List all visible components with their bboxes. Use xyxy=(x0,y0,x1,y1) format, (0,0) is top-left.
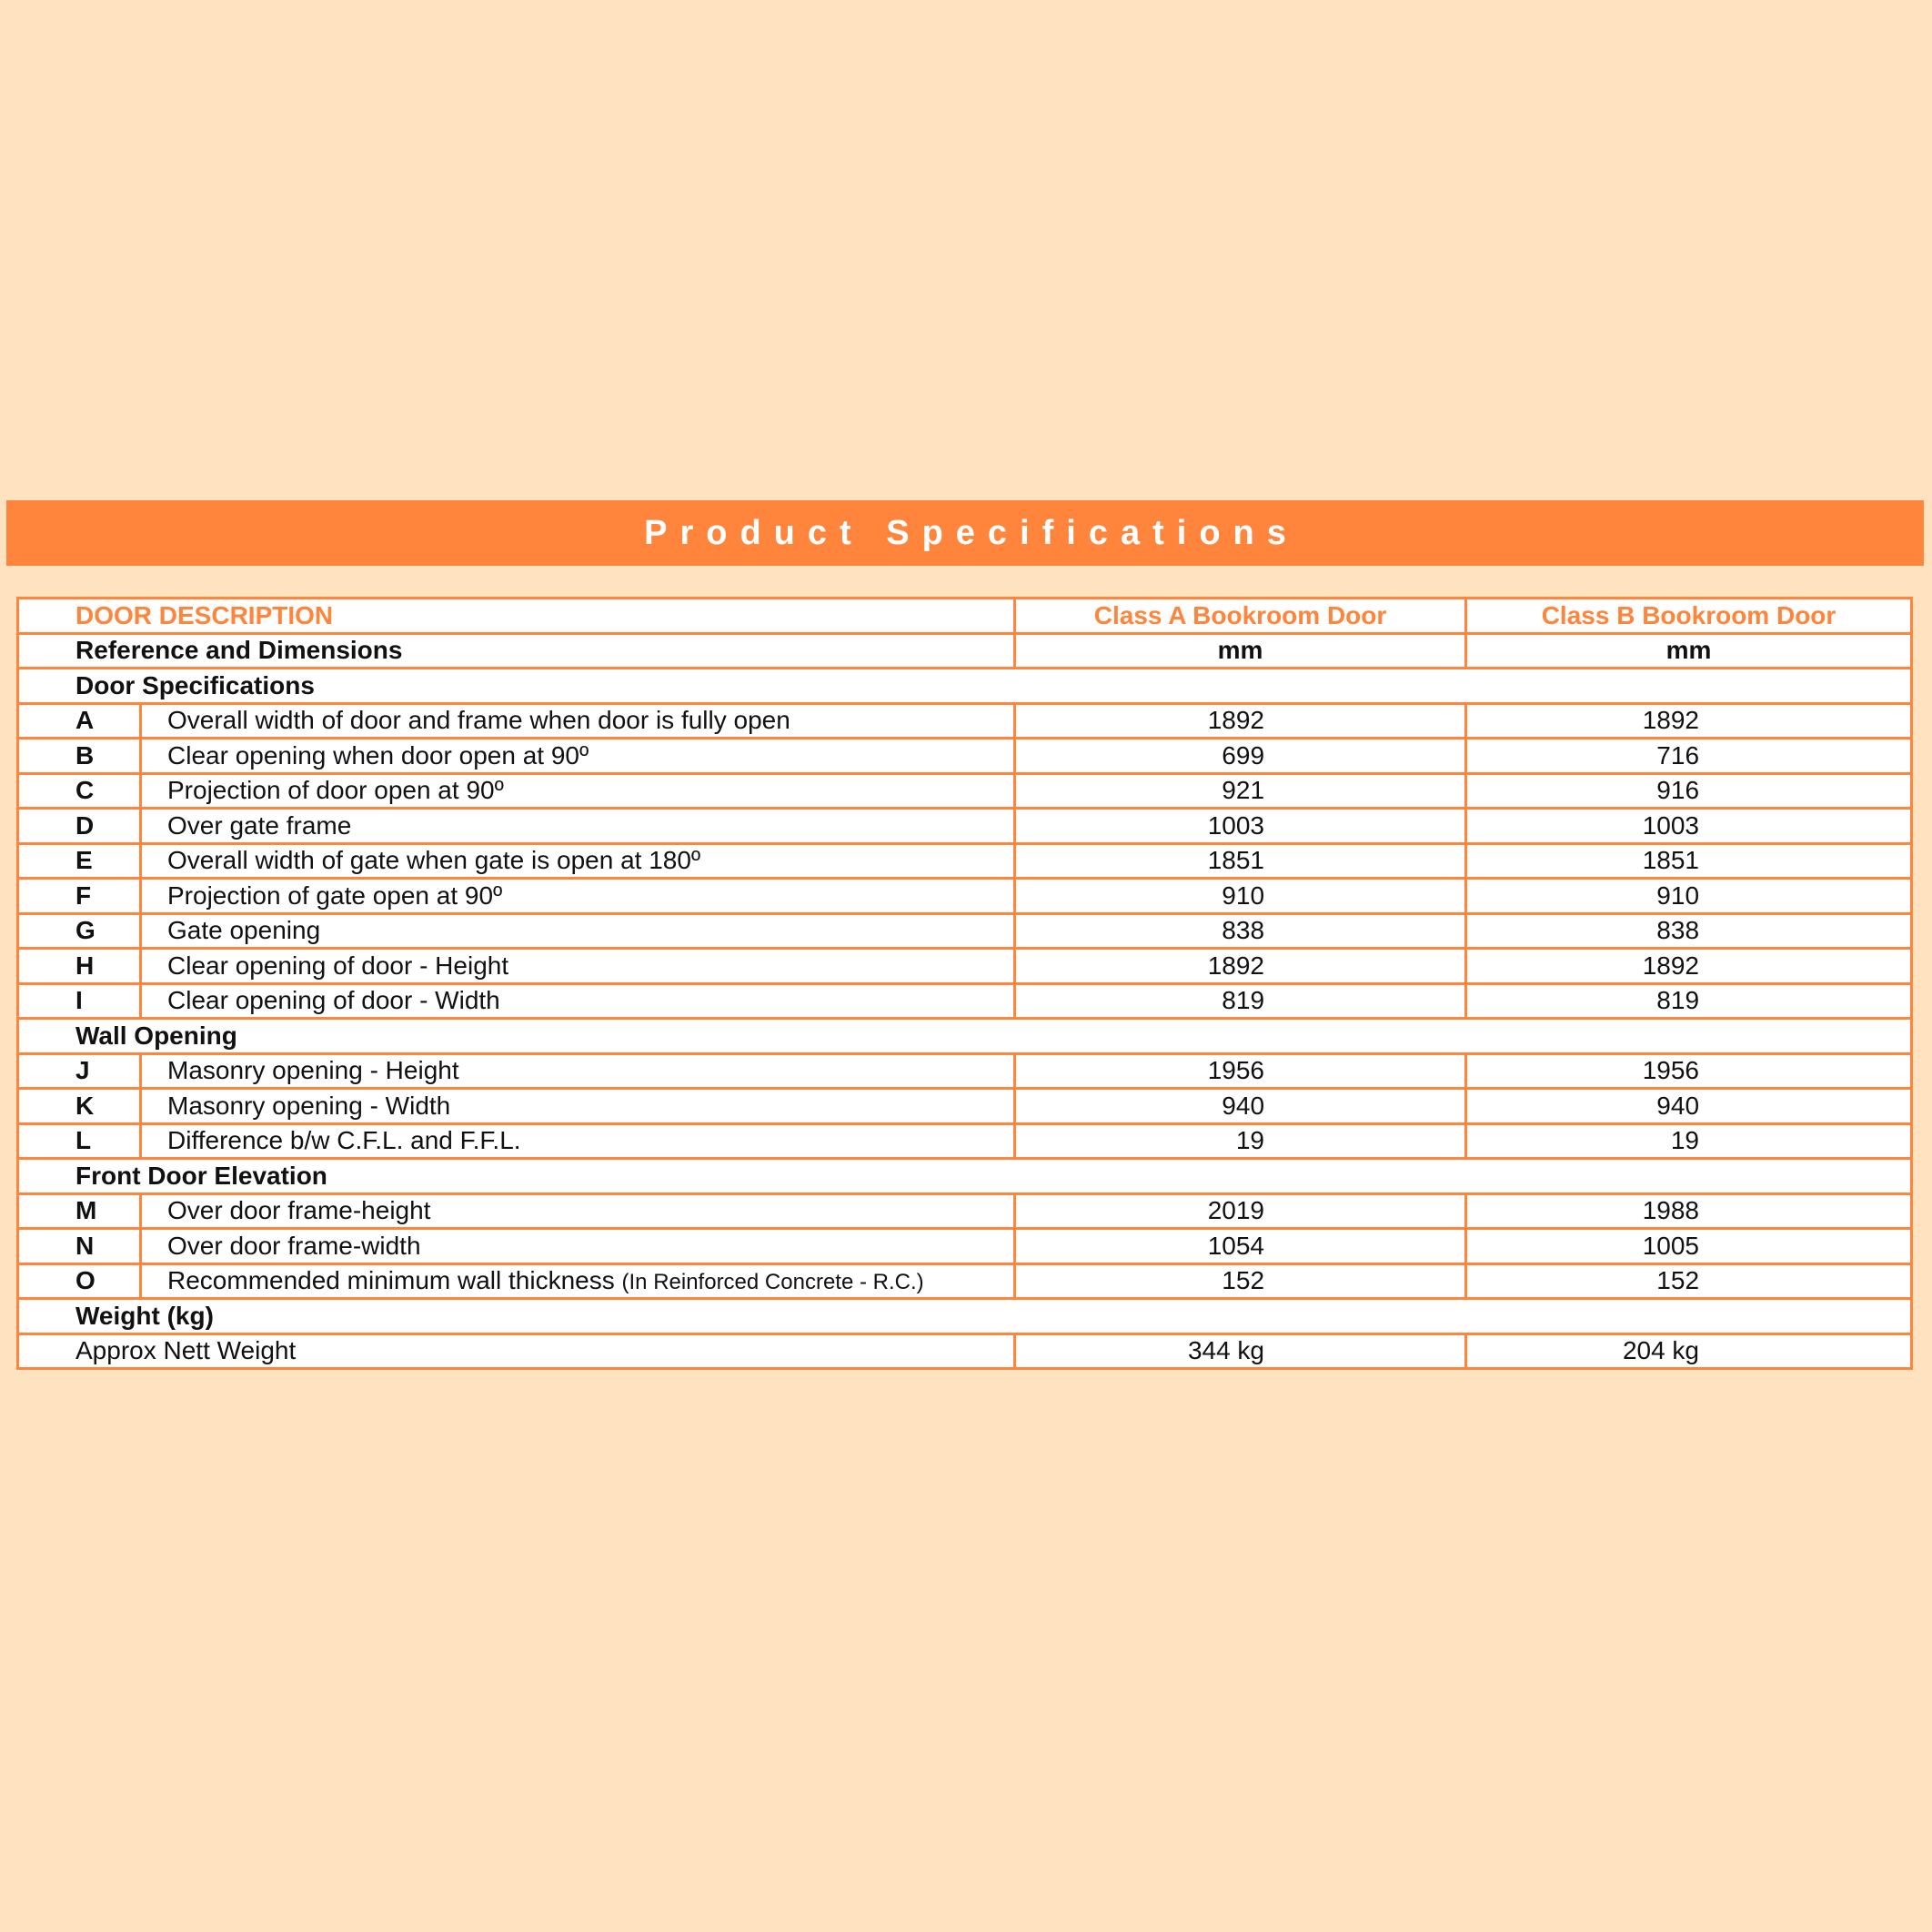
row-description: Overall width of gate when gate is open at 180º xyxy=(141,843,1015,879)
row-value-class-a: 1003 xyxy=(1015,809,1466,844)
spec-table xyxy=(16,597,1913,1370)
units-row xyxy=(18,633,1912,669)
table-row xyxy=(18,1193,1912,1229)
row-description: Clear opening of door - Width xyxy=(141,983,1015,1019)
row-value-class-a: 699 xyxy=(1015,739,1466,774)
row-description: Projection of door open at 90º xyxy=(141,773,1015,809)
section-row xyxy=(18,1019,1912,1054)
row-value-class-b: 1956 xyxy=(1466,1053,1912,1089)
section-row xyxy=(18,669,1912,704)
table-row xyxy=(18,1263,1912,1299)
row-description: Overall width of door and frame when door is fully open xyxy=(141,703,1015,739)
class-a-header: Class A Bookroom Door xyxy=(1015,599,1466,634)
row-ref: B xyxy=(18,739,141,774)
table-row xyxy=(18,949,1912,984)
row-ref: F xyxy=(18,879,141,914)
title-banner xyxy=(6,500,1924,566)
row-value-class-a: 838 xyxy=(1015,913,1466,949)
row-ref: L xyxy=(18,1123,141,1159)
table-row xyxy=(18,879,1912,914)
unit-class-a: mm xyxy=(1015,633,1466,669)
row-value-class-a: 2019 xyxy=(1015,1193,1466,1229)
row-value-class-a: 921 xyxy=(1015,773,1466,809)
row-description: Masonry opening - Width xyxy=(141,1089,1015,1124)
row-ref: N xyxy=(18,1229,141,1264)
row-value-class-a: 1892 xyxy=(1015,703,1466,739)
row-ref: D xyxy=(18,809,141,844)
row-value-class-a: 1851 xyxy=(1015,843,1466,879)
row-value-class-b: 1892 xyxy=(1466,949,1912,984)
door-description-header: DOOR DESCRIPTION xyxy=(18,599,1015,634)
class-b-header: Class B Bookroom Door xyxy=(1466,599,1912,634)
section-title: Front Door Elevation xyxy=(18,1159,1912,1194)
table-header-row xyxy=(18,599,1912,634)
row-description-note: (In Reinforced Concrete - R.C.) xyxy=(621,1270,924,1295)
row-ref: J xyxy=(18,1053,141,1089)
row-value-class-b: 152 xyxy=(1466,1263,1912,1299)
table-row xyxy=(18,1053,1912,1089)
row-ref: C xyxy=(18,773,141,809)
row-value-class-b: 910 xyxy=(1466,879,1912,914)
row-value-class-a: 819 xyxy=(1015,983,1466,1019)
row-value-class-b: 1851 xyxy=(1466,843,1912,879)
row-ref: E xyxy=(18,843,141,879)
row-ref: A xyxy=(18,703,141,739)
row-value-class-a: 1054 xyxy=(1015,1229,1466,1264)
row-value-class-a: 1892 xyxy=(1015,949,1466,984)
row-value-class-b: 1988 xyxy=(1466,1193,1912,1229)
row-description: Difference b/w C.F.L. and F.F.L. xyxy=(141,1123,1015,1159)
table-row xyxy=(18,1123,1912,1159)
row-value-class-b: 19 xyxy=(1466,1123,1912,1159)
unit-class-b: mm xyxy=(1466,633,1912,669)
row-value-class-b: 838 xyxy=(1466,913,1912,949)
row-ref: M xyxy=(18,1193,141,1229)
row-value-class-b: 1005 xyxy=(1466,1229,1912,1264)
row-value-class-b: 1892 xyxy=(1466,703,1912,739)
table-row xyxy=(18,1229,1912,1264)
row-description: Over door frame-width xyxy=(141,1229,1015,1264)
weight-section-title: Weight (kg) xyxy=(18,1299,1912,1334)
row-description xyxy=(141,1263,1015,1299)
row-description: Projection of gate open at 90º xyxy=(141,879,1015,914)
approx-nett-weight-label: Approx Nett Weight xyxy=(18,1333,1015,1369)
table-row xyxy=(18,913,1912,949)
section-title: Wall Opening xyxy=(18,1019,1912,1054)
row-description: Gate opening xyxy=(141,913,1015,949)
row-value-class-a: 152 xyxy=(1015,1263,1466,1299)
weight-row xyxy=(18,1333,1912,1369)
weight-class-b: 204 kg xyxy=(1466,1333,1912,1369)
section-row xyxy=(18,1299,1912,1334)
row-value-class-b: 916 xyxy=(1466,773,1912,809)
table-row xyxy=(18,1089,1912,1124)
table-row xyxy=(18,703,1912,739)
table-row xyxy=(18,773,1912,809)
row-description: Clear opening when door open at 90º xyxy=(141,739,1015,774)
row-description-text: Recommended minimum wall thickness xyxy=(167,1266,615,1295)
row-value-class-b: 940 xyxy=(1466,1089,1912,1124)
page-title: Product Specifications xyxy=(644,513,1299,552)
table-row xyxy=(18,843,1912,879)
row-description: Over gate frame xyxy=(141,809,1015,844)
row-value-class-b: 819 xyxy=(1466,983,1912,1019)
row-description: Masonry opening - Height xyxy=(141,1053,1015,1089)
row-value-class-a: 1956 xyxy=(1015,1053,1466,1089)
table-row xyxy=(18,739,1912,774)
weight-class-a: 344 kg xyxy=(1015,1333,1466,1369)
row-value-class-a: 19 xyxy=(1015,1123,1466,1159)
row-value-class-b: 716 xyxy=(1466,739,1912,774)
row-ref: G xyxy=(18,913,141,949)
row-value-class-b: 1003 xyxy=(1466,809,1912,844)
row-description: Clear opening of door - Height xyxy=(141,949,1015,984)
table-row xyxy=(18,809,1912,844)
reference-dimensions-label: Reference and Dimensions xyxy=(18,633,1015,669)
section-title: Door Specifications xyxy=(18,669,1912,704)
row-ref: K xyxy=(18,1089,141,1124)
row-description: Over door frame-height xyxy=(141,1193,1015,1229)
table-row xyxy=(18,983,1912,1019)
section-row xyxy=(18,1159,1912,1194)
row-ref: I xyxy=(18,983,141,1019)
row-ref: H xyxy=(18,949,141,984)
row-ref: O xyxy=(18,1263,141,1299)
row-value-class-a: 940 xyxy=(1015,1089,1466,1124)
row-value-class-a: 910 xyxy=(1015,879,1466,914)
